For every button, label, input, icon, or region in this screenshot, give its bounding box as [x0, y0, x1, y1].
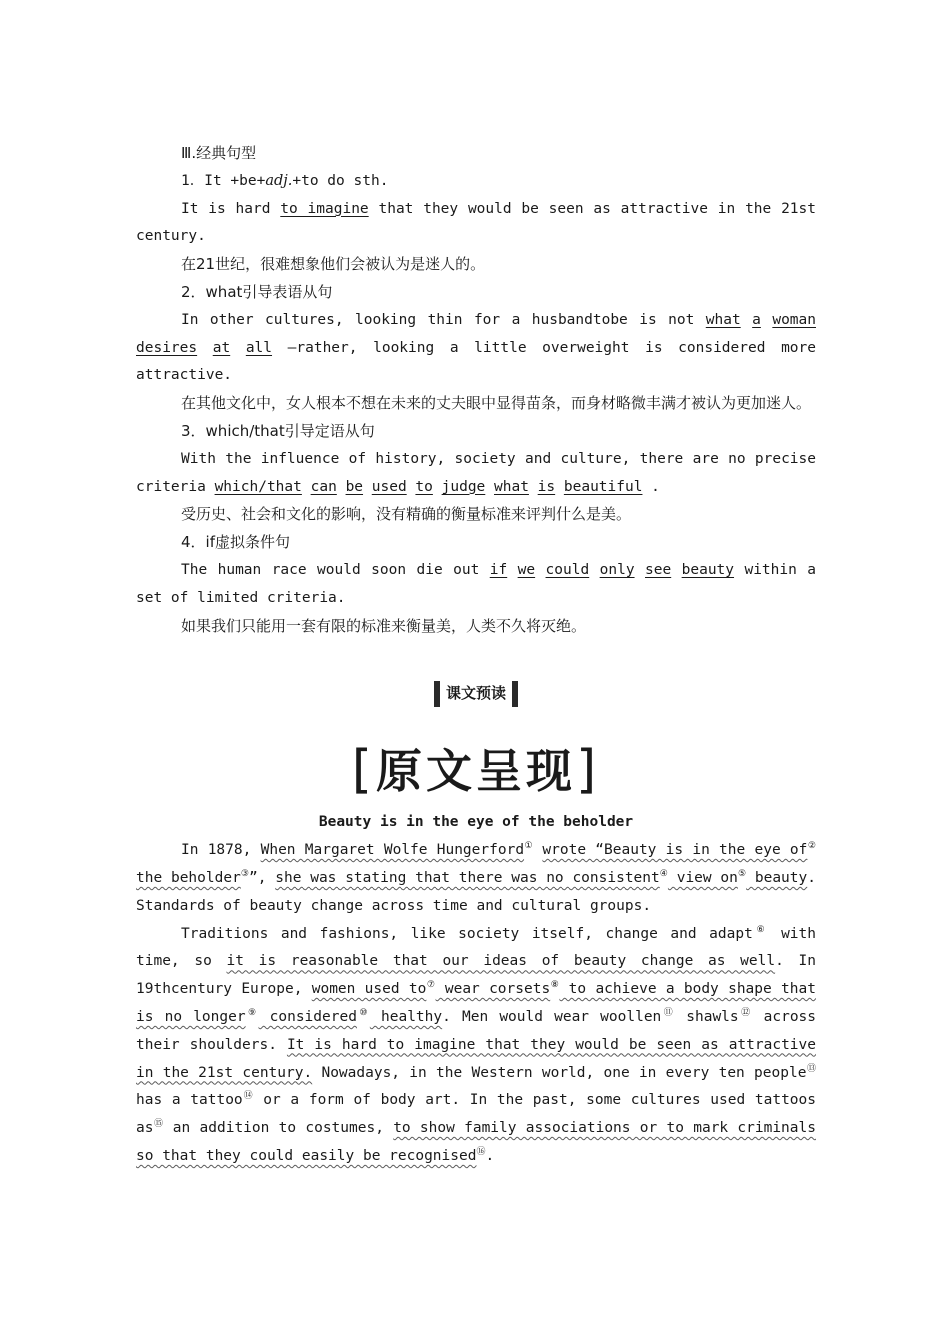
- section-title: [136, 738, 816, 803]
- p1-wavy: she was stating that there was no consistent: [275, 869, 660, 886]
- p2-text: Traditions and fashions, like society itself, change and adapt: [181, 925, 753, 942]
- p1-wavy: the beholder: [136, 869, 241, 886]
- item1-label-a: 1．It +be+: [181, 172, 266, 189]
- p2-text: across their shoulders.: [136, 1008, 817, 1053]
- section-tag: [136, 680, 816, 720]
- p1-text: ”,: [249, 869, 276, 886]
- item2-blank-word: desires: [136, 339, 198, 356]
- p2-wavy: it is reasonable that our ideas of beauty change as well: [226, 953, 776, 970]
- item1-label-adj: adj.: [265, 172, 293, 189]
- title-bracket-close: ]: [576, 740, 601, 801]
- footnote-marker: ⑨: [245, 1007, 259, 1018]
- tag-bar-left: [434, 681, 440, 707]
- item4-blank-word: could: [545, 561, 590, 578]
- item3-blank-word: used: [371, 478, 407, 495]
- p2-text: has a tattoo: [136, 1092, 243, 1109]
- footnote-marker: ③: [240, 868, 249, 879]
- p2-text: an addition to costumes,: [163, 1120, 394, 1137]
- footnote-marker: ⑥: [752, 924, 769, 935]
- footnote-marker: ⑦: [426, 980, 436, 991]
- p1-wavy: view on: [667, 869, 738, 886]
- footnote-marker: ④: [659, 868, 668, 879]
- item3-blank-word: to: [415, 478, 433, 495]
- p2-text: .: [485, 1147, 495, 1164]
- p1-wavy: When Margaret Wolfe Hungerford: [260, 842, 525, 859]
- item1-label: [136, 168, 816, 196]
- item2-en-text-2: —rather, looking a little overweight is considered more attractive.: [136, 339, 816, 384]
- p2-text: . In 19thcentury Europe,: [136, 953, 816, 998]
- p2-wavy: It is hard to imagine that they would be seen as attractive in the 21st century.: [136, 1036, 816, 1081]
- p2-wavy: considered: [258, 1008, 357, 1025]
- footnote-marker: ②: [807, 841, 816, 852]
- item3-blank-word: judge: [441, 478, 486, 495]
- p1-wavy: wrote “Beauty is in the eye of: [542, 842, 808, 859]
- item1-english: [136, 196, 816, 252]
- story-title: Beauty is in the eye of the beholder: [318, 814, 634, 831]
- item2-label: 2．what引导表语从句: [181, 282, 333, 301]
- item1-label-b: +to do sth.: [292, 172, 389, 189]
- title-text: 原文呈现: [376, 744, 576, 799]
- p2-text: with time, so: [136, 925, 816, 970]
- footnote-marker: ⑬: [806, 1063, 816, 1074]
- item2-blank-word: at: [212, 339, 231, 356]
- item3-en-text: With the influence of history, society and culture, there are no precise criteria: [136, 450, 816, 495]
- footnote-marker: ⑧: [550, 980, 560, 991]
- item2-english: [136, 307, 816, 390]
- item4-en-text: The human race would soon die out: [181, 561, 490, 578]
- item4-blank-word: if: [489, 561, 508, 578]
- footnote-marker: ⑫: [738, 1007, 753, 1018]
- item3-english: [136, 446, 816, 502]
- footnote-marker: ①: [524, 841, 534, 852]
- title-bracket-open: [: [351, 740, 376, 801]
- item2-chinese: 在其他文化中，女人根本不想在未来的丈夫眼中显得苗条，而身材略微丰满才被认为更加迷人。: [181, 394, 812, 413]
- footnote-marker: ⑯: [476, 1146, 486, 1157]
- footnote-marker: ⑤: [737, 868, 747, 879]
- item4-english: [136, 557, 816, 613]
- p1-text: In 1878,: [181, 842, 261, 859]
- item3-blank-word: which/that: [214, 478, 302, 495]
- item3-blank-word: what: [494, 478, 529, 495]
- story-paragraph-2: [136, 921, 816, 1171]
- footnote-marker: ⑪: [661, 1007, 676, 1018]
- item3-chinese: 受历史、社会和文化的影响，没有精确的衡量标准来评判什么是美。: [181, 505, 632, 524]
- grammar-heading: Ⅲ.经典句型: [181, 144, 257, 162]
- item4-blank-word: we: [517, 561, 536, 578]
- p1-wavy: beauty: [746, 869, 808, 886]
- p2-text: Nowadays, in the Western world, one in every ten people: [312, 1064, 807, 1081]
- p2-text: shawls: [675, 1008, 739, 1025]
- document-page: [136, 140, 816, 1171]
- p2-wavy: to show family associations or to mark criminals so that they could easily be recognised: [136, 1120, 816, 1164]
- item4-blank-word: only: [599, 561, 635, 578]
- p2-wavy: wear corsets: [435, 981, 551, 998]
- item4-label: 4．if虚拟条件句: [181, 533, 290, 552]
- footnote-marker: ⑩: [356, 1007, 370, 1018]
- footnote-marker: ⑮: [153, 1119, 164, 1130]
- p2-wavy: women used to: [311, 981, 427, 998]
- item3-blank-word: can: [310, 478, 337, 495]
- item4-blank-word: beauty: [681, 561, 735, 578]
- tag-bar-right: [512, 681, 518, 707]
- p2-text: or a form of body art. In the past, some cultures used tattoos as: [136, 1092, 816, 1137]
- p2-wavy: healthy: [369, 1008, 443, 1025]
- p1-text: . Standards of beauty change across time and cultural groups.: [136, 869, 816, 914]
- item4-blank-word: see: [645, 561, 672, 578]
- p2-text: . Men would wear woollen: [442, 1008, 662, 1025]
- item3-en-text-2: .: [642, 478, 660, 495]
- section-tag-label: 课文预读: [445, 684, 506, 703]
- item3-blank-word: beautiful: [563, 478, 643, 495]
- item3-label: 3．which/that引导定语从句: [181, 421, 375, 440]
- item2-blank-word: what: [705, 311, 741, 328]
- item1-en-text: It is hard: [181, 200, 281, 217]
- item3-blank-word: is: [537, 478, 556, 495]
- item4-chinese: 如果我们只能用一套有限的标准来衡量美，人类不久将灭绝。: [181, 616, 587, 635]
- item1-chinese: 在21世纪，很难想象他们会被认为是迷人的。: [181, 255, 486, 274]
- item2-blank-word: a: [752, 311, 761, 328]
- story-paragraph-1: [136, 837, 816, 920]
- item2-en-text: In other cultures, looking thin for a husbandtobe is not: [181, 311, 706, 328]
- item2-blank-word: woman: [772, 311, 816, 328]
- footnote-marker: ⑭: [242, 1091, 254, 1102]
- item4-en-text-2: within a set of limited criteria.: [136, 561, 817, 606]
- item3-blank-word: be: [345, 478, 364, 495]
- p2-wavy: to achieve a body shape that is no longer: [136, 981, 816, 1025]
- item2-blank-word: all: [245, 339, 273, 356]
- item1-en-text-2: that they would be seen as attractive in the 21st century.: [136, 200, 816, 245]
- item1-en-underlined: to imagine: [280, 200, 369, 217]
